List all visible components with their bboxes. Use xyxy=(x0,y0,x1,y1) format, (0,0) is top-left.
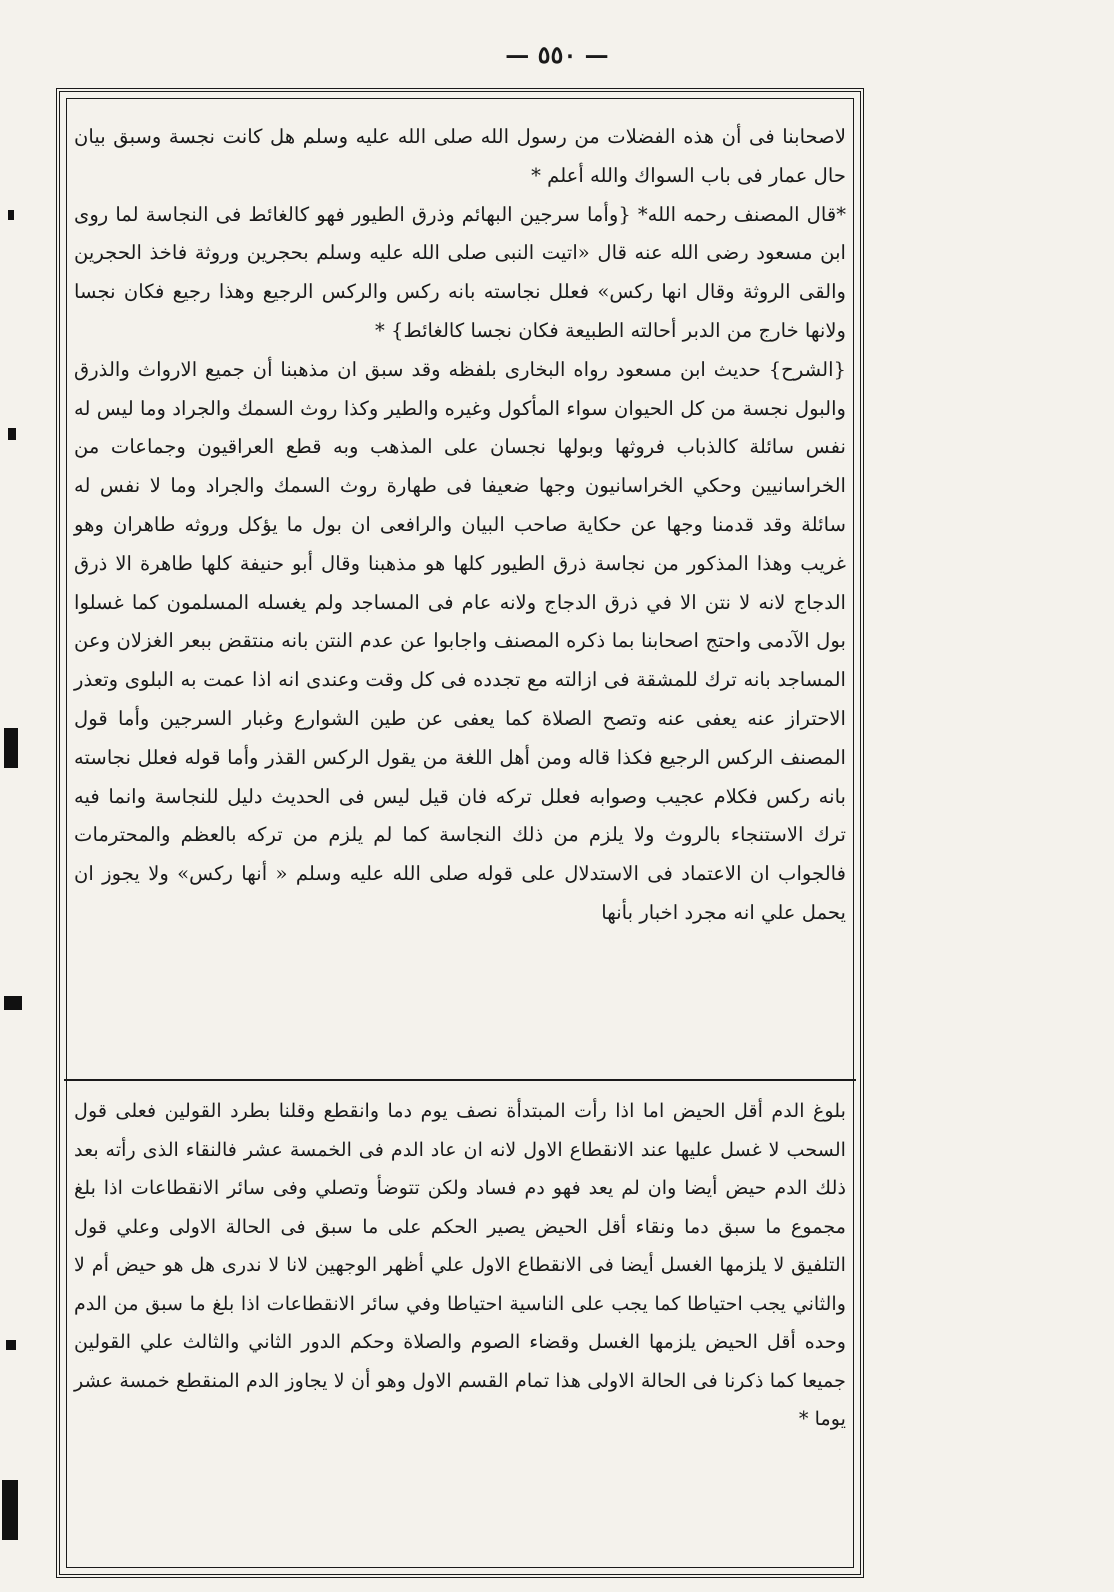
margin-scan-mark xyxy=(2,1480,18,1540)
margin-scan-mark xyxy=(8,428,16,440)
footnote-paragraph: بلوغ الدم أقل الحيض اما اذا رأت المبتدأة نصف يوم دما وانقطع وقلنا بطرد القولين فعلى قول السحب لا غسل عليها عند الانقطاع الاول لانه ان عاد الدم فى الخمسة عشر فالنقاء الذى رأته بعد ذلك الدم حيض أيضا وان لم يعد فهو دم فساد ولكن تتوضأ وتصلي وفى سائر الانقطاعات اذا بلغ مجموع ما سبق دما ونقاء أقل الحيض يصير الحكم على ما سبق فى الحالة الاولى وعلي قول التلفيق لا يلزمها الغسل أيضا فى الانقطاع الاول علي أظهر الوجهين لانا لا ندرى هل هو حيض أم لا والثاني يجب احتياطا كما يجب على الناسية احتياطا وفي سائر الانقطاعات اذا بلغ ما سبق من الدم وحده أقل الحيض يلزمها الغسل وقضاء الصوم والصلاة وحكم الدور الثاني والثالث علي القولين جميعا كما ذكرنا فى الحالة الاولى هذا تمام القسم الاول وهو أن لا يجاوز الدم المنقطع خمسة عشر يوما * xyxy=(74,1099,846,1430)
margin-scan-mark xyxy=(4,728,18,768)
footnote-text xyxy=(74,1092,846,1439)
footnote-divider xyxy=(64,1079,856,1081)
main-paragraph: *قال المصنف رحمه الله* {وأما سرجين البهائم وذرق الطيور فهو كالغائط فى النجاسة لما روى ابن مسعود رضى الله عنه قال «اتيت النبى صلى الله عليه وسلم بحجرين وروثة فاخذ الحجرين والقى الروثة وقال انها ركس» فعلل نجاسته بانه ركس والركس الرجيع وهذا رجيع فكان نجسا ولانها خارج من الدبر أحالته الطبيعة فكان نجسا كالغائط} * xyxy=(74,202,846,342)
margin-scan-mark xyxy=(6,1340,16,1350)
margin-scan-mark xyxy=(4,996,22,1010)
main-paragraph: {الشرح} حديث ابن مسعود رواه البخارى بلفظه وقد سبق ان مذهبنا أن جميع الارواث والذرق والبول نجسة من كل الحيوان سواء المأكول وغيره والطير وكذا روث السمك والجراد وما ليس له نفس سائلة كالذباب فروثها وبولها نجسان على المذهب وبه قطع العراقيون وجماعات من الخراسانيين وحكي الخراسانيون وجها ضعيفا فى طهارة روث السمك والجراد وما لا نفس له سائلة وقد قدمنا وجها عن حكاية صاحب البيان والرافعى ان بول ما يؤكل وروثه طاهران وهو غريب وهذا المذكور من نجاسة ذرق الطيور كلها هو مذهبنا وقال أبو حنيفة كلها طاهرة الا ذرق الدجاج لانه لا نتن الا في ذرق الدجاج ولانه عام فى المساجد ولم يغسله المسلمون كما غسلوا بول الآدمى واحتج اصحابنا بما ذكره المصنف واجابوا عن عدم النتن بانه منتقض ببعر الغزلان وعن المساجد بانه ترك للمشقة فى ازالته مع تجدده فى كل وقت وعندى انه اذا عمت به البلوى وتعذر الاحتراز عنه يعفى عنه وتصح الصلاة كما يعفى عن طين الشوارع وغبار السرجين وأما قول المصنف الركس الرجيع فكذا قاله ومن أهل اللغة من يقول الركس القذر وأما قوله فعلل نجاسته بانه ركس فكلام عجيب وصوابه فعلل تركه فان قيل ليس فى الحديث دليل للنجاسة وانما فيه ترك الاستنجاء بالروث ولا يلزم من ذلك النجاسة كما لم يلزم من تركه بالعظم والمحترمات فالجواب ان الاعتماد فى الاستدلال على قوله صلى الله عليه وسلم « أنها ركس» ولا يجوز ان يحمل علي انه مجرد اخبار بأنها xyxy=(74,357,846,924)
main-text xyxy=(74,118,846,933)
main-paragraph: لاصحابنا فى أن هذه الفضلات من رسول الله صلى الله عليه وسلم هل كانت نجسة وسبق بيان حال عمار فى باب السواك والله أعلم * xyxy=(74,125,846,187)
page-number: — ٥٥٠ — xyxy=(505,40,609,69)
margin-scan-mark xyxy=(8,210,14,220)
